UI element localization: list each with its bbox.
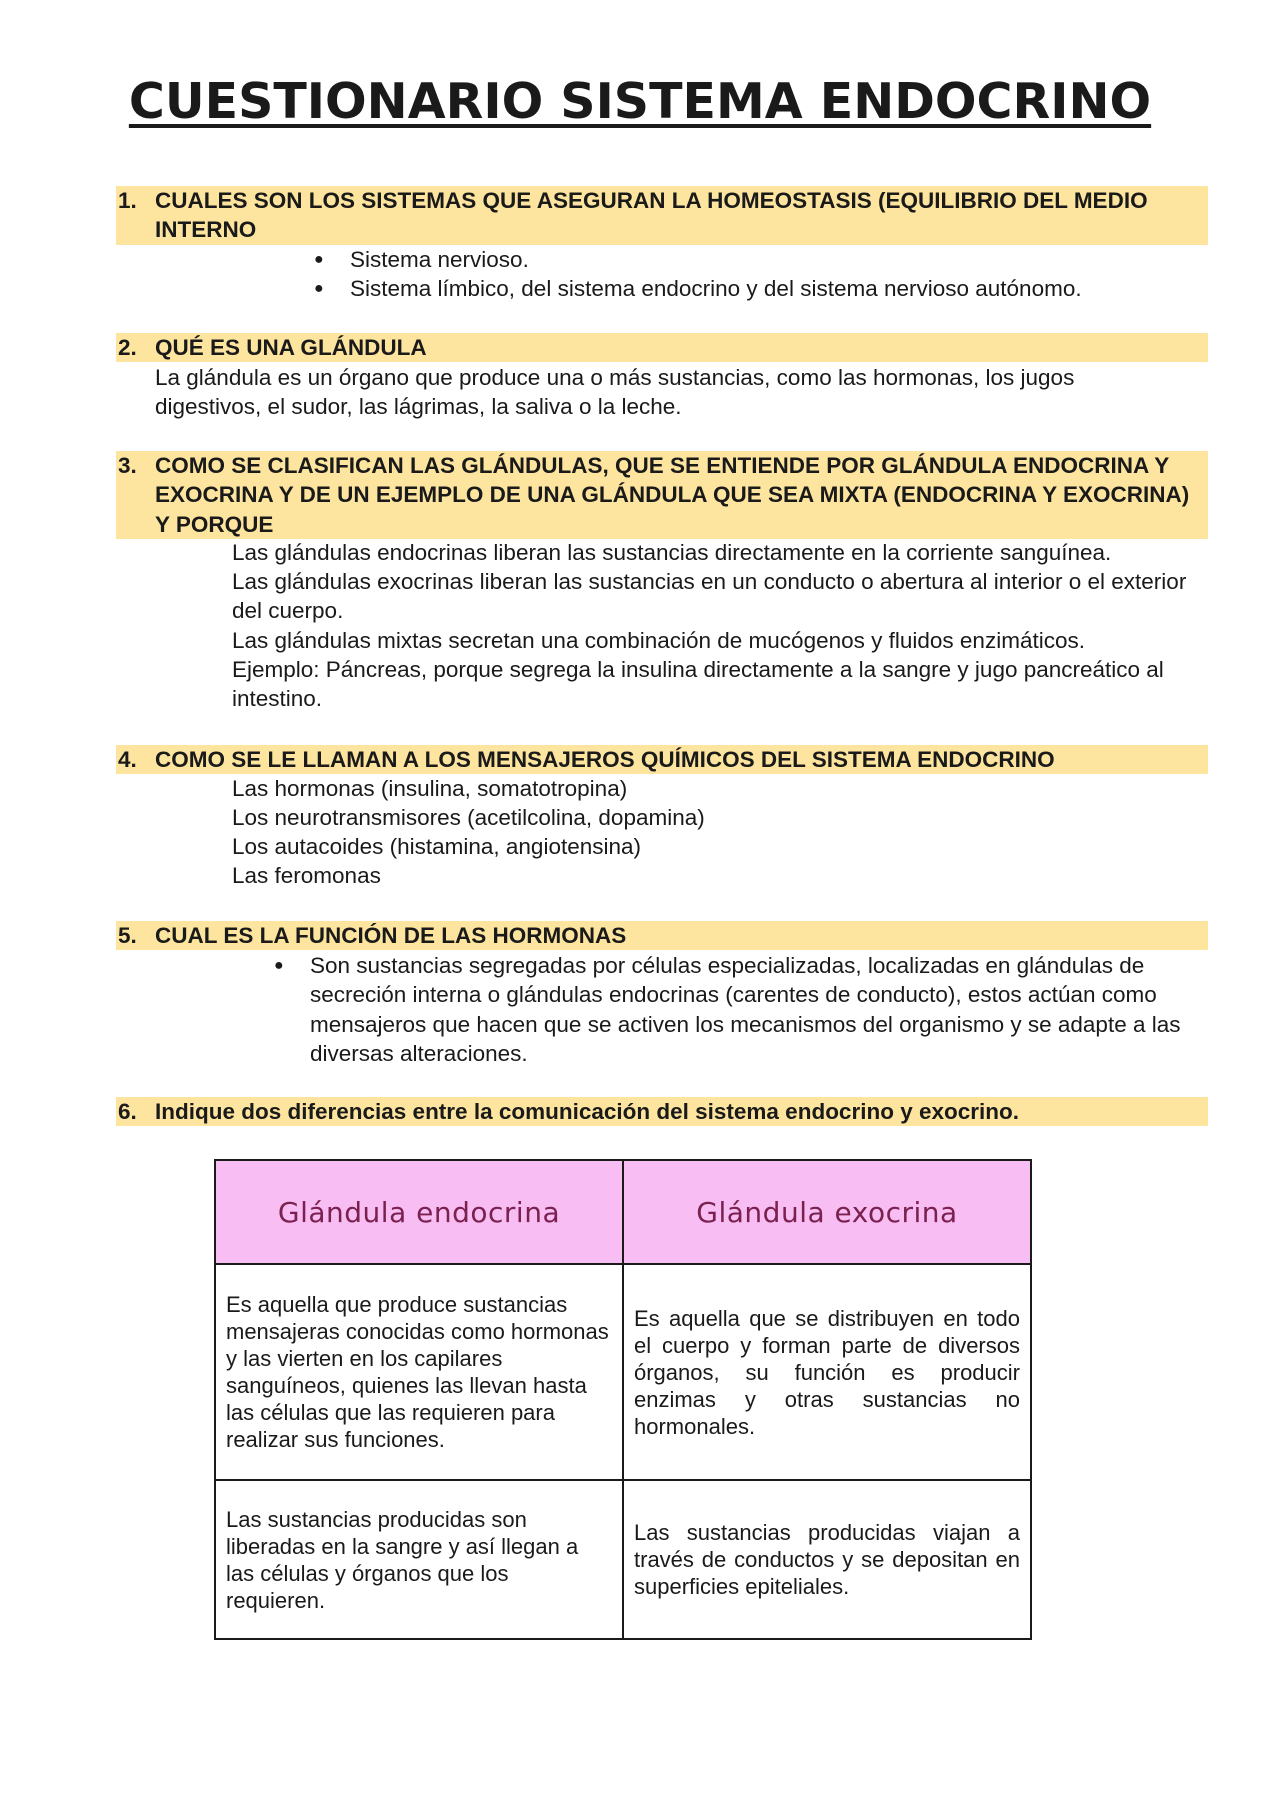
bullet-icon: ● (314, 280, 324, 297)
table-header-exocrine: Glándula exocrina (623, 1160, 1031, 1264)
bullet-icon: ● (274, 957, 284, 974)
question-number: 6. (118, 1099, 137, 1124)
list-item (314, 274, 1210, 303)
table-cell: Las sustancias producidas son liberadas en la sangre y así llegan a las células y órganos que los requieren. (215, 1480, 623, 1639)
bullet-text: Son sustancias segregadas por células especializadas, localizadas en glándulas de secreción interna o glándulas endocrinas (carentes de conducto), estos actúan como mensajeros que hacen que se activen los mecanismos del organismo y se adapte a las diversas alteraciones. (310, 953, 1181, 1066)
answer-text: Las glándulas exocrinas liberan las sustancias en un conducto o abertura al interior o el exterior del cuerpo. (232, 569, 1187, 624)
comparison-table (214, 1159, 1032, 1640)
question-number: 3. (118, 453, 137, 478)
question-5 (116, 921, 1208, 950)
answer-text: Ejemplo: Páncreas, porque segrega la insulina directamente a la sangre y jugo pancreático al intestino. (232, 657, 1164, 712)
document-title: CUESTIONARIO SISTEMA ENDOCRINO (128, 73, 1152, 130)
table-cell: Es aquella que produce sustancias mensajeras conocidas como hormonas y las vierten en los capilares sanguíneos, quienes las llevan hasta las células que las requieren para realizar sus funciones. (215, 1264, 623, 1480)
answer-text: Las glándulas mixtas secretan una combinación de mucógenos y fluidos enzimáticos. (232, 628, 1085, 653)
list-item (274, 951, 1210, 1068)
question-4 (116, 745, 1208, 774)
answer-text: La glándula es un órgano que produce una o más sustancias, como las hormonas, los jugos digestivos, el sudor, las lágrimas, la saliva o la leche. (155, 365, 1075, 420)
answer-text: Las feromonas (232, 863, 381, 888)
list-item (314, 245, 1210, 274)
question-1 (116, 186, 1208, 245)
answer-text: Los autacoides (histamina, angiotensina) (232, 834, 641, 859)
answer-text: Los neurotransmisores (acetilcolina, dopamina) (232, 805, 705, 830)
answer-text: Las glándulas endocrinas liberan las sustancias directamente en la corriente sanguínea. (232, 540, 1112, 565)
bullet-text: Sistema límbico, del sistema endocrino y del sistema nervioso autónomo. (350, 276, 1082, 301)
table-row (215, 1480, 1031, 1639)
question-text: COMO SE LE LLAMAN A LOS MENSAJEROS QUÍMICOS DEL SISTEMA ENDOCRINO (155, 747, 1055, 772)
bullet-text: Sistema nervioso. (350, 247, 529, 272)
table-header-row (215, 1160, 1031, 1264)
question-number: 5. (118, 923, 137, 948)
question-text: Indique dos diferencias entre la comunicación del sistema endocrino y exocrino. (155, 1099, 1019, 1124)
bullet-icon: ● (314, 251, 324, 268)
question-number: 2. (118, 335, 137, 360)
question-text: CUALES SON LOS SISTEMAS QUE ASEGURAN LA HOMEOSTASIS (EQUILIBRIO DEL MEDIO INTERNO (155, 188, 1148, 243)
question-text: QUÉ ES UNA GLÁNDULA (155, 335, 427, 360)
question-2 (116, 333, 1208, 362)
table-cell: Las sustancias producidas viajan a través de conductos y se depositan en superficies epiteliales. (623, 1480, 1031, 1639)
question-text: CUAL ES LA FUNCIÓN DE LAS HORMONAS (155, 923, 627, 948)
question-number: 4. (118, 747, 137, 772)
answer-text: Las hormonas (insulina, somatotropina) (232, 776, 628, 801)
table-cell: Es aquella que se distribuyen en todo el cuerpo y forman parte de diversos órganos, su función es producir enzimas y otras sustancias no hormonales. (623, 1264, 1031, 1480)
table-row (215, 1264, 1031, 1480)
question-number: 1. (118, 188, 137, 213)
question-text: COMO SE CLASIFICAN LAS GLÁNDULAS, QUE SE ENTIENDE POR GLÁNDULA ENDOCRINA Y EXOCRINA Y DE UN EJEMPLO DE UNA GLÁNDULA QUE SEA MIXTA (ENDOCRINA Y EXOCRINA) Y PORQUE (155, 453, 1190, 537)
table-header-endocrine: Glándula endocrina (215, 1160, 623, 1264)
question-6 (116, 1097, 1208, 1126)
question-3 (116, 451, 1208, 539)
